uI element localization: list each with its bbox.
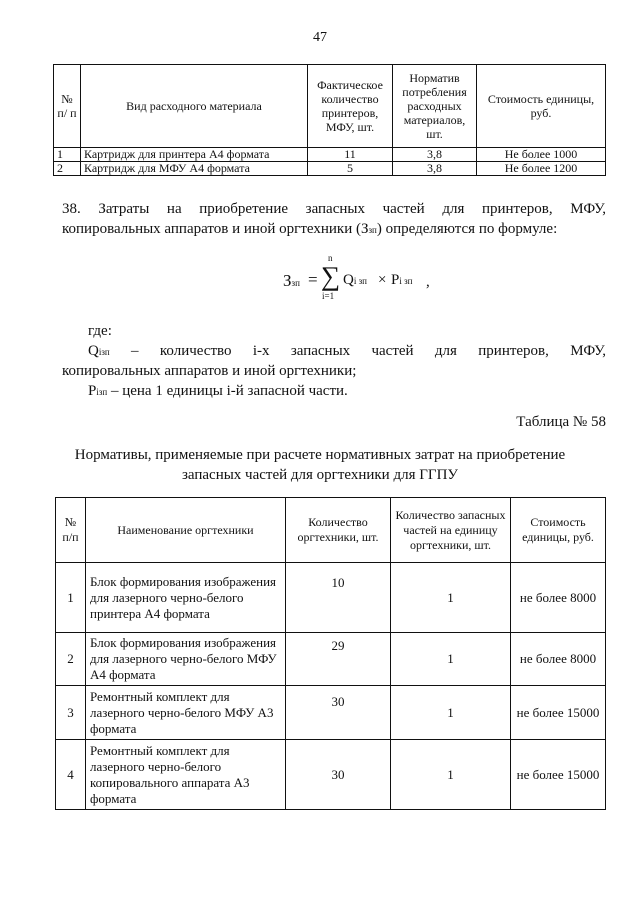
formula-symbol: З (283, 271, 292, 290)
p-symbol: P (88, 383, 97, 399)
table-cell: 2 (56, 633, 86, 686)
times-sign: × (378, 272, 387, 288)
table-title-line-1: Нормативы, применяемые при расчете нормативных затрат на приобретение (74, 447, 566, 463)
header-cell: № п/ п (54, 65, 81, 148)
table-cell: 5 (308, 162, 393, 176)
sigma-icon: ∑ (321, 261, 341, 291)
page-number: 47 (313, 30, 327, 45)
table-cell: 1 (391, 740, 511, 810)
q-symbol: Q (88, 343, 99, 359)
formula-q (343, 272, 367, 289)
table-cell: 1 (56, 563, 86, 633)
table-cell: 3,8 (393, 148, 477, 162)
where-q-line-1 (88, 341, 606, 362)
text-run: копировальных аппаратов и иной оргтехники (З (62, 221, 369, 237)
table-row (54, 148, 606, 162)
table-cell: не более 8000 (511, 563, 606, 633)
table-cell: 1 (391, 563, 511, 633)
where-label: где: (88, 323, 112, 339)
formula-p (391, 272, 412, 289)
table-row (54, 162, 606, 176)
subscript: i зп (353, 276, 367, 286)
table-cell: 4 (56, 740, 86, 810)
header-cell: Вид расходного материала (81, 65, 308, 148)
table-cell: Ремонтный комплект для лазерного черно-белого МФУ А3 формата (86, 686, 286, 740)
table-row (56, 740, 606, 810)
sum-lower-limit: i=1 (322, 291, 335, 301)
text-run: ) определяются по формуле: (376, 221, 558, 237)
table-row (56, 686, 606, 740)
table-cell: Картридж для принтера А4 формата (81, 148, 308, 162)
formula-comma: , (426, 274, 430, 290)
table-label: Таблица № 58 (516, 414, 606, 430)
table-cell: 1 (54, 148, 81, 162)
formula-symbol: Q (343, 272, 354, 288)
table-header-row (56, 498, 606, 563)
table-row (56, 633, 606, 686)
table-cell: 3 (56, 686, 86, 740)
formula-lhs (283, 271, 300, 291)
formula (0, 252, 640, 307)
section-38-line-2 (62, 219, 606, 240)
table-cell: 1 (391, 633, 511, 686)
table-cell: Ремонтный комплект для лазерного черно-белого копировального аппарата А3 формата (86, 740, 286, 810)
table-cell: Картридж для МФУ А4 формата (81, 162, 308, 176)
header-cell: № п/п (56, 498, 86, 563)
header-cell: Стоимость единицы, руб. (477, 65, 606, 148)
subscript: i зп (399, 276, 413, 286)
header-cell: Количество запасных частей на единицу оргтехники, шт. (391, 498, 511, 563)
header-cell: Наименование оргтехники (86, 498, 286, 563)
table-cell: 2 (54, 162, 81, 176)
table-cell: 3,8 (393, 162, 477, 176)
table-cell: Блок формирования изображения для лазерного черно-белого принтера А4 формата (86, 563, 286, 633)
sum-upper-limit: n (328, 253, 333, 263)
table-cell: Блок формирования изображения для лазерного черно-белого МФУ А4 формата (86, 633, 286, 686)
section-38-line-1: 38. Затраты на приобретение запасных частей для принтеров, МФУ, (62, 201, 606, 217)
where-p-line (88, 381, 348, 402)
table-cell: 30 (286, 686, 391, 740)
table-cell: 30 (286, 740, 391, 810)
table-header-row (54, 65, 606, 148)
table-title-line-2: запасных частей для оргтехники для ГГПУ (181, 467, 459, 483)
table-cell: 29 (286, 633, 391, 686)
table-cell: 10 (286, 563, 391, 633)
subscript: iзп (96, 387, 108, 397)
table-cell: 11 (308, 148, 393, 162)
text-run: – цена 1 единицы i-й запасной части. (107, 383, 348, 399)
spare-parts-table (55, 497, 606, 810)
header-cell: Норматив потребления расходных материалов, шт. (393, 65, 477, 148)
table-cell: не более 15000 (511, 740, 606, 810)
table-cell: не более 8000 (511, 633, 606, 686)
subscript: зп (368, 225, 377, 235)
equals-sign: = (308, 270, 318, 289)
subscript: iзп (98, 347, 110, 357)
header-cell: Фактическое количество принтеров, МФУ, шт. (308, 65, 393, 148)
subscript: зп (291, 278, 300, 288)
table-cell: 1 (391, 686, 511, 740)
table-row (56, 563, 606, 633)
text-run: – количество i-х запасных частей для принтеров, МФУ, (109, 343, 606, 359)
formula-symbol: P (391, 272, 400, 288)
where-q-line-2: копировальных аппаратов и иной оргтехники; (62, 363, 357, 379)
header-cell: Количество оргтехники, шт. (286, 498, 391, 563)
table-cell: не более 15000 (511, 686, 606, 740)
consumables-table (53, 64, 606, 176)
header-cell: Стоимость единицы, руб. (511, 498, 606, 563)
table-cell: Не более 1000 (477, 148, 606, 162)
table-cell: Не более 1200 (477, 162, 606, 176)
